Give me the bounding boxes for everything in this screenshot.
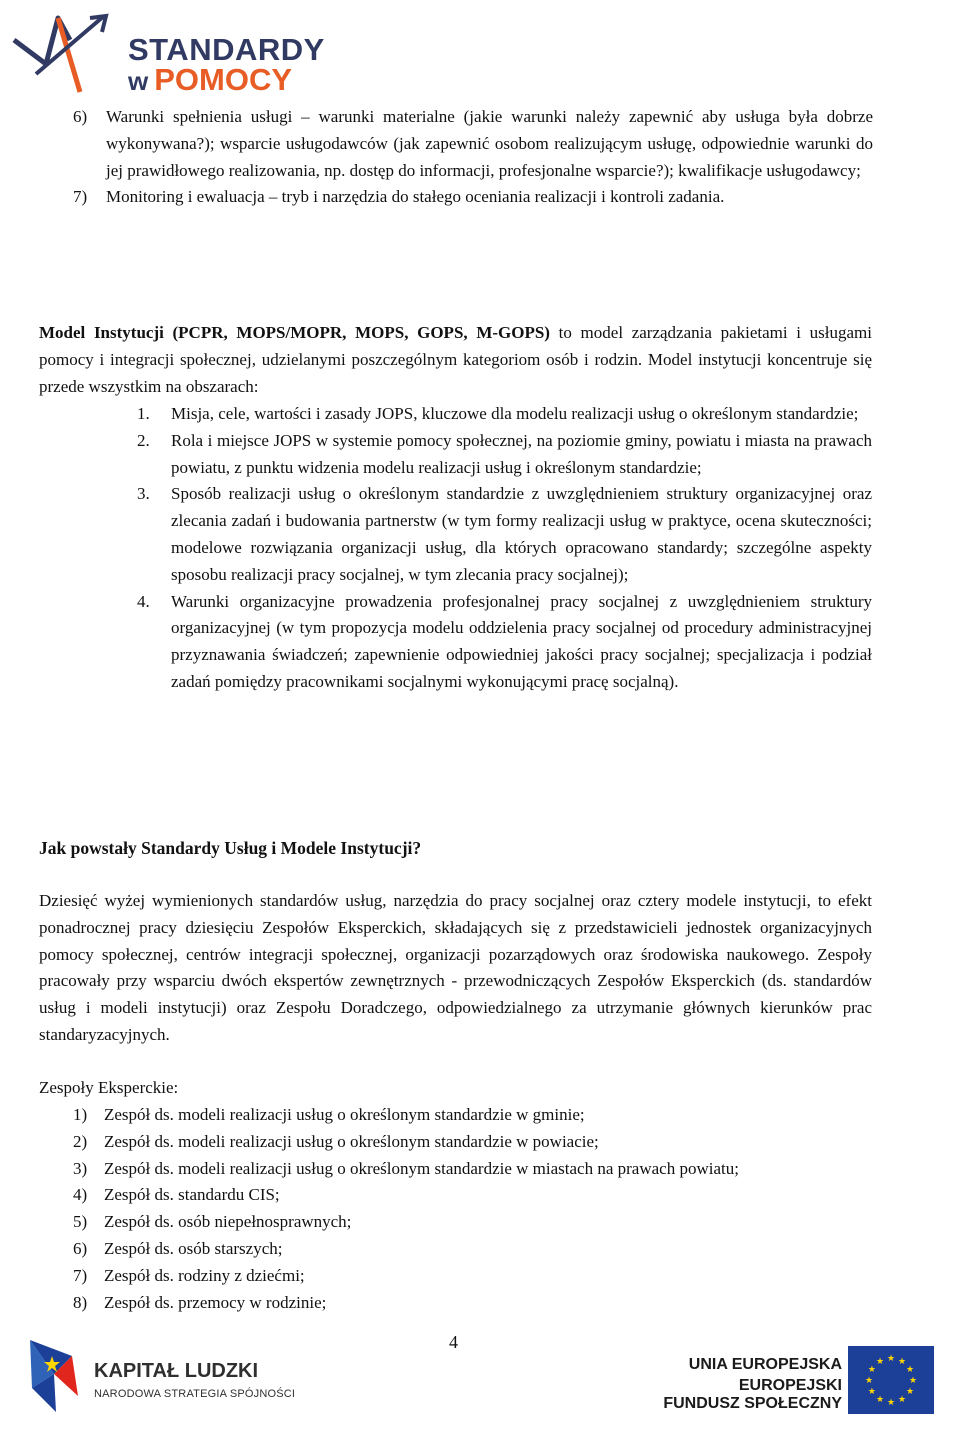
eu-star-icon: ★ (886, 1397, 896, 1407)
standardy-w-pomocy-logo (8, 4, 325, 97)
list-item (73, 1182, 873, 1209)
list-text: Rola i miejsce JOPS w systemie pomocy społecznej, na poziomie gminy, powiatu i miasta na prawach powiatu, z punktu widzenia modelu realizacji usług i określonym standardzie; (171, 430, 872, 477)
list-text: Zespół ds. modeli realizacji usług o określonym standardzie w gminie; (104, 1105, 585, 1124)
eu-logo (663, 1344, 942, 1424)
logo-mark-icon (8, 4, 128, 96)
eu-star-icon: ★ (867, 1364, 876, 1374)
list-text: Zespół ds. modeli realizacji usług o określonym standardzie w miastach na prawach powiatu; (104, 1158, 739, 1178)
list-text: Sposób realizacji usług o określonym standardzie z uwzględnieniem struktury organizacyjnej oraz zlecania zadań i budowania partnerstw (w tym formy realizacji usług w praktyce, ocena skuteczności; modelowe rozwiązania organizacji usług, dla których opracowano standardy; szczególne aspekty sposobu realizacji pracy socjalnej, w tym zlecania pracy socjalnej); (171, 484, 872, 584)
requirements-list (73, 104, 873, 211)
list-text: Zespół ds. osób starszych; (104, 1238, 283, 1258)
list-number: 5) (73, 1212, 88, 1232)
list-item (73, 1209, 873, 1236)
list-item (73, 184, 873, 211)
list-number: 2) (73, 1131, 88, 1151)
page-number: 4 (449, 1332, 458, 1352)
eu-line-1: UNIA EUROPEJSKA (688, 1356, 842, 1373)
list-text: Zespół ds. rodziny z dziećmi; (104, 1265, 305, 1285)
eu-star-icon: ★ (886, 1353, 896, 1363)
list-number: 6) (73, 1238, 88, 1258)
eu-flag-icon (848, 1346, 934, 1414)
eu-star-icon: ★ (875, 1355, 885, 1366)
list-item (137, 428, 872, 482)
list-text: Zespół ds. osób niepełnosprawnych; (104, 1212, 352, 1232)
list-text: Zespół ds. standardu CIS; (104, 1185, 280, 1205)
kapital-ludzki-logo (26, 1336, 326, 1422)
eu-star-icon: ★ (897, 1355, 907, 1366)
model-areas-list (137, 401, 872, 696)
list-number: 2. (137, 430, 150, 450)
kapital-ludzki-emblem-icon (26, 1336, 86, 1416)
logo-pomocy: POMOCY (154, 62, 293, 97)
list-number: 6) (73, 107, 88, 126)
list-number: 3. (137, 484, 150, 504)
list-number: 4) (73, 1185, 88, 1205)
list-item (137, 589, 872, 696)
list-text: Warunki organizacyjne prowadzenia profesjonalnej pracy socjalnej z uwzględnieniem struktury organizacyjnej (w tym propozycja modelu oddzielenia pracy socjalnej od procedury administracyjnej przyznawania świadczeń; zapewnienie odpowiedniej jakości pracy socjalnej; specjalizacja i podział zadań pomiędzy pracownikami socjalnymi wykonującymi pracę socjalną). (171, 591, 872, 691)
list-number: 4. (137, 591, 150, 611)
list-number: 1. (137, 404, 150, 423)
eu-star-icon: ★ (864, 1375, 874, 1385)
eu-line-3: FUNDUSZ SPOŁECZNY (663, 1395, 842, 1412)
eu-line-2: EUROPEJSKI (738, 1377, 842, 1394)
logo-line-pomocy (128, 62, 292, 98)
eu-star-icon: ★ (875, 1394, 885, 1405)
list-item (73, 104, 873, 184)
teams-label: Zespoły Eksperckie: (39, 1078, 179, 1097)
logo-w: w (128, 66, 149, 96)
eu-stars (848, 1346, 934, 1414)
model-intro-text: to model zarządzania pakietami i usługami pomocy i integracji społecznej, udzielanymi poszczególnym kategoriom osób i rodzin. Model instytucji koncentruje się przede wszystkim na obszarach: (39, 323, 873, 396)
model-bold-lead: Model Instytucji (PCPR, MOPS/MOPR, MOPS, GOPS, M-GOPS) (39, 323, 550, 342)
eu-star-icon: ★ (897, 1394, 907, 1405)
list-item (73, 1129, 873, 1156)
list-number: 7) (73, 187, 88, 207)
list-item (73, 1156, 873, 1183)
teams-list (73, 1102, 873, 1316)
kapital-ludzki-title: KAPITAŁ LUDZKI (94, 1360, 259, 1382)
list-number: 7) (73, 1265, 88, 1285)
list-number: 1) (73, 1105, 88, 1124)
list-text: Monitoring i ewaluacja – tryb i narzędzia do stałego oceniania realizacji i kontroli zadania. (106, 187, 725, 207)
section-paragraph: Dziesięć wyżej wymienionych standardów usług, narzędzia do pracy socjalnej oraz cztery modele instytucji, to efekt ponadrocznej pracy dziesięciu Zespołów Eksperckich, składających się z przedstawicieli jednostek organizacyjnych pomocy społecznej, centrów integracji społecznej, organizacji pozarządowych oraz środowiska naukowego. Zespoły pracowały przy wsparciu dwóch ekspertów zewnętrznych - przewodniczących Zespołów Eksperckich (ds. standardów usług i modeli instytucji) oraz Zespołu Doradczego, odpowiedzialnego za utrzymanie głównych kierunków prac standaryzacyjnych. (39, 891, 872, 1044)
list-item (73, 1102, 873, 1129)
logo-line-standardy: STANDARDY (128, 32, 325, 67)
eu-star-icon: ★ (908, 1375, 918, 1385)
list-item (73, 1290, 873, 1317)
list-item (137, 481, 872, 588)
eu-star-icon: ★ (867, 1386, 876, 1396)
list-item (73, 1263, 873, 1290)
list-number: 8) (73, 1292, 88, 1312)
list-text: Zespół ds. modeli realizacji usług o określonym standardzie w powiacie; (104, 1131, 599, 1151)
list-text: Zespół ds. przemocy w rodzinie; (104, 1292, 327, 1312)
model-intro-paragraph (39, 320, 872, 400)
eu-star-icon: ★ (906, 1364, 915, 1374)
kapital-ludzki-subtitle: NARODOWA STRATEGIA SPÓJNOŚCI (94, 1388, 296, 1400)
list-text: Misja, cele, wartości i zasady JOPS, kluczowe dla modelu realizacji usług o określonym standardzie; (171, 404, 859, 423)
section-heading: Jak powstały Standardy Usług i Modele Instytucji? (39, 838, 422, 858)
list-item (73, 1236, 873, 1263)
eu-star-icon: ★ (906, 1386, 915, 1396)
list-number: 3) (73, 1158, 88, 1178)
list-item (137, 401, 872, 428)
list-text: Warunki spełnienia usługi – warunki materialne (jakie warunki należy zapewnić aby usługa była dobrze wykonywana?); wsparcie usługodawców (jak zapewnić osobom realizującym usługę, odpowiednie warunki do jej prawidłowego realizowania, np. dostęp do informacji, profesjonalne wsparcie?); kwalifikacje usługodawcy; (106, 107, 873, 180)
